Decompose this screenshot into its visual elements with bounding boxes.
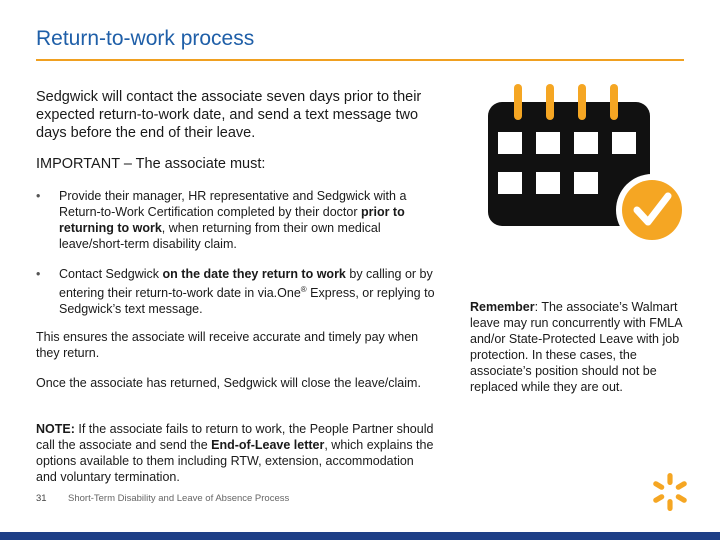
bullet-text: Provide their manager, HR representative and Sedgwick with a Return-to-Work Certification completed by their doctor prior to returning to work, when returning from their own medical leave/short-term disability claim.: [59, 189, 407, 251]
bottom-bar: [0, 532, 720, 540]
page-number: 31: [36, 493, 47, 504]
bullet-icon: •: [36, 189, 41, 203]
intro-text: Sedgwick will contact the associate seven days prior to their expected return-to-work date, and send a text message two days before the end of their leave.: [36, 89, 422, 141]
footer-text: Short-Term Disability and Leave of Absence Process: [68, 493, 290, 504]
title-divider: [36, 59, 684, 61]
walmart-spark-icon: [648, 470, 692, 514]
remember-callout: Remember: The associate’s Walmart leave may run concurrently with FMLA and/or State-Protected Leave with job protection. In these cases, the associate’s position should not be replaced while they are out.: [470, 300, 682, 394]
bullet-text: Contact Sedgwick on the date they return to work by calling or by entering their return-to-work date in via.One® Express, or replying to Sedgwick’s text message.: [59, 267, 435, 317]
page-title: Return-to-work process: [36, 27, 255, 50]
calendar-check-icon: [488, 84, 694, 248]
note-paragraph: NOTE: If the associate fails to return to work, the People Partner should call the associate and send the End-of-Leave letter, which explains the options available to them including RTW, extension, accommodation and voluntary termination.: [36, 422, 434, 484]
close-claim-paragraph: Once the associate has returned, Sedgwick will close the leave/claim.: [36, 376, 421, 390]
important-heading: IMPORTANT – The associate must:: [36, 156, 266, 172]
pay-paragraph: This ensures the associate will receive accurate and timely pay when they return.: [36, 330, 419, 360]
bullet-icon: •: [36, 267, 41, 281]
